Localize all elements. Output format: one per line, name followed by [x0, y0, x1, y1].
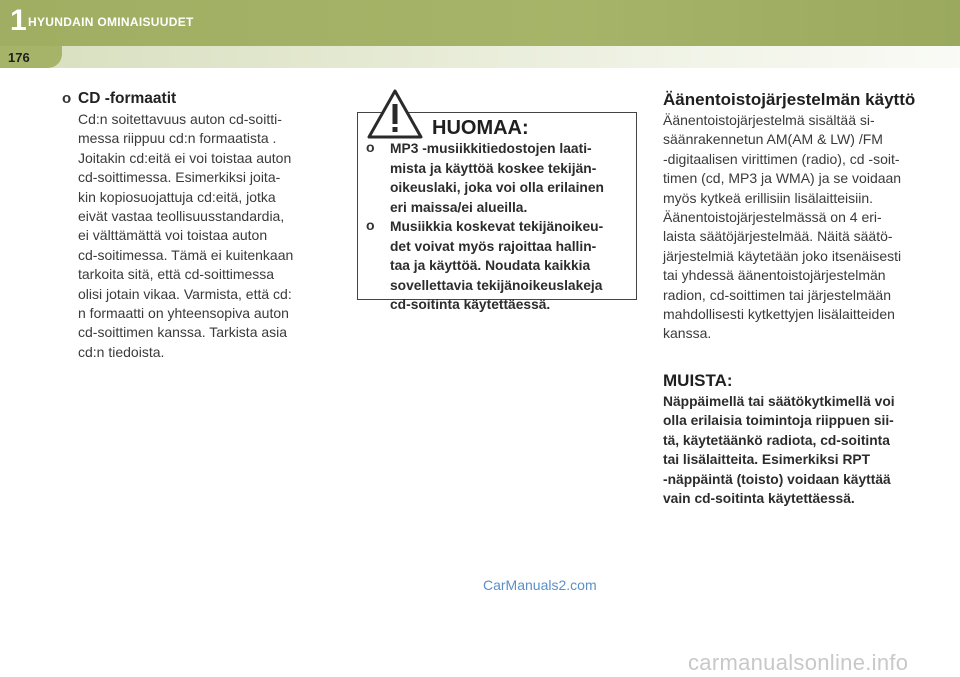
text-line: ei välttämättä voi toistaa auton [78, 227, 268, 244]
warning-item-mp3 [390, 139, 632, 217]
audio-system-heading: Äänentoistojärjestelmän käyttö [663, 90, 916, 109]
text-line: olla erilaisia toimintoja riippuen sii- [663, 413, 894, 429]
text-line: myös kytkeä erillisiin lisälaitteisiin. [663, 189, 874, 206]
text-line: Joitakin cd:eitä ei voi toistaa auton [78, 149, 292, 166]
text-line: n formaatti on yhteensopiva auton [78, 305, 289, 322]
warning-bullet: o [366, 139, 375, 155]
warning-triangle-icon [366, 88, 424, 140]
text-line: kin kopiosuojattuja cd:eitä, jotka [78, 188, 276, 205]
text-line: messa riippuu cd:n formaatista . [78, 130, 277, 147]
text-line: laista säätöjärjestelmää. Näitä säätö- [663, 228, 893, 245]
text-line: timen (cd, MP3 ja WMA) ja se voidaan [663, 170, 902, 187]
text-line: kanssa. [663, 325, 712, 342]
text-line: Äänentoistojärjestelmässä on 4 eri- [663, 209, 882, 226]
text-line: tä, käytetäänkö radiota, cd-soitinta [663, 432, 890, 448]
text-line: tai yhdessä äänentoistojärjestelmän [663, 267, 886, 284]
cd-format-section [78, 90, 336, 362]
text-line: sovellettavia tekijänoikeuslakeja [390, 277, 603, 293]
text-line: cd-soitimessa. Tämä ei kuitenkaan [78, 246, 294, 263]
text-line: tarkoita sitä, että cd-soittimessa [78, 266, 275, 283]
warning-bullet: o [366, 217, 375, 233]
text-line: cd-soittimessa. Esimerkiksi joita- [78, 169, 281, 186]
text-line: eivät vastaa teollisuusstandardia, [78, 208, 285, 225]
audio-system-section [663, 90, 937, 508]
text-line: oikeuslaki, joka voi olla erilainen [390, 180, 604, 196]
warning-item-copyright [390, 217, 632, 315]
carmanualsonline-watermark: carmanualsonline.info [688, 650, 909, 675]
text-line: mista ja käyttöä koskee tekijän- [390, 160, 597, 176]
text-line: eri maissa/ei alueilla. [390, 199, 528, 215]
text-line: tai lisälaitteita. Esimerkiksi RPT [663, 452, 871, 468]
text-line: -digitaalisen virittimen (radio), cd -soit- [663, 150, 900, 167]
text-line: järjestelmiä käytetään joko itsenäisesti [663, 247, 902, 264]
text-line: vain cd-soitinta käytettäessä. [663, 490, 855, 506]
text-line: mahdollisesti kytkettyjen lisälaitteiden [663, 306, 895, 323]
page-number: 176 [8, 50, 30, 65]
page-tab-band [0, 46, 960, 68]
text-line: taa ja käyttöä. Noudata kaikkia [390, 258, 591, 274]
text-line: Äänentoistojärjestelmä sisältää si- [663, 112, 875, 128]
cd-format-bullet: o [62, 90, 72, 107]
note-heading: MUISTA: [663, 370, 733, 390]
audio-system-body [663, 111, 937, 344]
carmanuals-watermark-link[interactable]: CarManuals2.com [483, 577, 597, 593]
text-line: cd:n tiedoista. [78, 343, 165, 360]
text-line: radion, cd-soittimen tai järjestelmään [663, 286, 891, 303]
chapter-title: HYUNDAIN OMINAISUUDET [28, 15, 194, 29]
text-line: MP3 -musiikkitiedostojen laati- [390, 141, 592, 156]
text-line: säänrakennetun AM(AM & LW) /FM [663, 131, 883, 148]
text-line: Cd:n soitettavuus auton cd-soitti- [78, 111, 282, 127]
text-line: cd-soittimen kanssa. Tarkista asia [78, 324, 288, 341]
text-line: cd-soitinta käytettäessä. [390, 297, 551, 313]
text-line: olisi jotain vikaa. Varmista, että cd: [78, 285, 292, 302]
warning-title: HUOMAA: [432, 117, 529, 139]
text-line: -näppäintä (toisto) voidaan käyttää [663, 471, 891, 487]
text-line: Näppäimellä tai säätökytkimellä voi [663, 393, 895, 409]
text-line: Musiikkia koskevat tekijänoikeu- [390, 219, 604, 234]
note-body [663, 392, 937, 508]
chapter-number: 1 [10, 4, 27, 37]
cd-format-heading: CD -formaatit [78, 90, 177, 107]
text-line: det voivat myös rajoittaa hallin- [390, 238, 597, 254]
cd-format-body [78, 110, 336, 362]
